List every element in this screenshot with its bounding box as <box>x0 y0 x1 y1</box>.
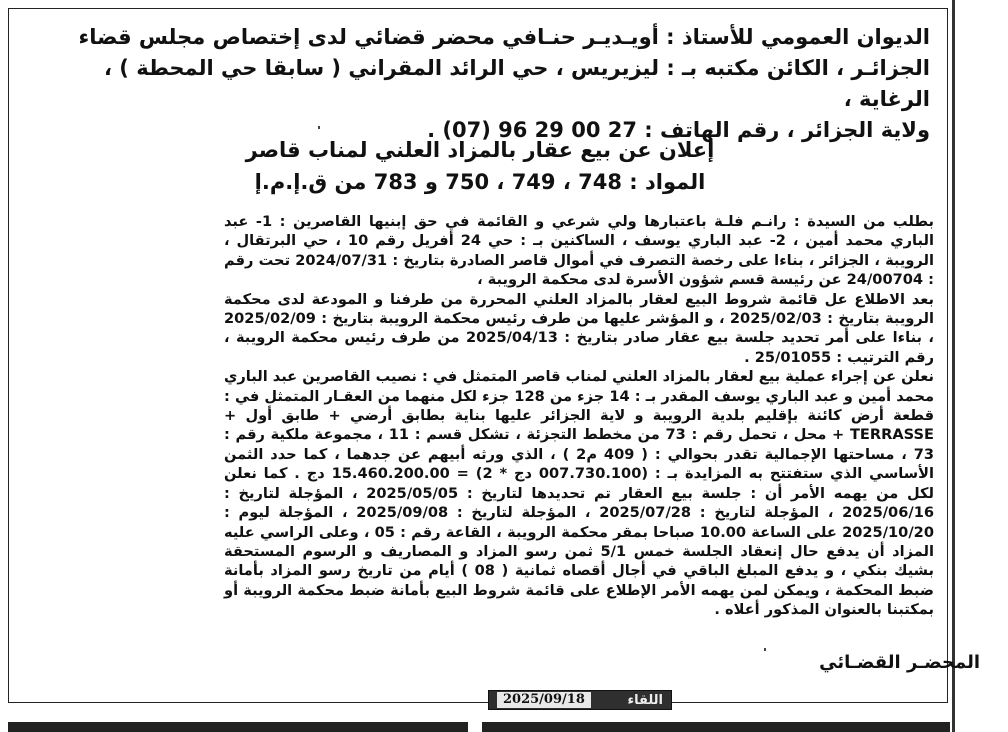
body-paragraph: نعلن عن إجراء عملية بيع لعقار بالمزاد العلني لمناب قاصر المتمثل في : نصيب القاصرين عبد الباري محمد أمين و عبد الباري يوسف المقدر بـ : 14 جزء من 128 جزء لكل منهما من العقـار المتمثل في : قطعة أرض كائنة بإقليم بلدية الرويبة و لاية الجزائر عليها بناية بطابق أرضي + طابق أول + TERRASSE + محل ، تحمل رقم : 73 من مخطط التجزئة ، تشكل قسم : 11 ، مجموعة ملكية رقم : 73 ، مساحتها الإجمالية تقدر بحوالي : ( 409 م2 ) ، الذي ورثه أبيهم عن جدهما ، كما حدد الثمن الأساسي الذي ستفتتح به المزايدة بـ : (007.730.100 دج * 2) = 15.460.200.00 دج . كما نعلن لكل من يهمه الأمر أن : جلسة بيع العقار تم تحديدها لتاريخ : 2025/05/05 ، المؤجلة لتاريخ : 2025/06/16 ، المؤجلة لتاريخ : 2025/07/28 ، المؤجلة لتاريخ : 2025/09/08 ، المؤجلة ليوم : 2025/10/20 على الساعة 10.00 صباحا بمقر محكمة الرويبة ، القاعة رقم : 05 ، وعلى الراسي عليه المزاد أن يدفع حال إنعقاد الجلسة خمس 5/1 ثمن رسو المزاد و المصاريف و الرسوم المستحقة بشيك بنكي ، و يدفع المبلغ الباقي في أجال أقصاه ثمانية ( 08 ) أيام من تاريخ رسو المزاد بأمانة ضبط المحكمة ، ويمكن لمن يهمه الأمر الإطلاع على قائمة شروط البيع بأمانة ضبط محكمة الرويبة أو بمكتبنا بالعنوان المذكور أعلاه . <box>224 368 935 619</box>
body-paragraph: بعد الاطلاع عل قائمة شروط البيع لعقار بالمزاد العلني المحررة من طرفنا و المودعة لدى محكمة الرويبة بتاريخ : 2025/02/03 ، و المؤشر عليها من طرف رئيس محكمة الرويبة بتاريخ : 2025/02/09 ، بناءا على أمر تحديد جلسة بيع عقار صادر بتاريخ : 2025/04/13 من طرف رئيس محكمة الرويبة ، رقم الترتيب : 25/01055 . <box>224 290 934 366</box>
publication-footer <box>488 690 672 710</box>
office-header <box>30 22 930 146</box>
publication-date: 2025/09/18 <box>497 692 591 708</box>
page-edge-line <box>952 0 955 732</box>
header-line: ولاية الجزائر ، رقم الهاتف : 27 00 29 96 (07) . <box>427 118 930 142</box>
header-line: الجزائـر ، الكائن مكتبه بـ : ليزيريس ، حي الرائد المقراني ( سابقا حي المحطة ) ، الرغاية ، <box>104 56 930 111</box>
newspaper-name: اللقاء <box>627 692 663 708</box>
print-speck <box>318 126 320 129</box>
print-speck <box>764 648 766 651</box>
bottom-border-left <box>8 722 468 732</box>
body-paragraph: بطلب من السيدة : رانـم فلـة باعتبارها ولي شرعي و القائمة في حق إبنيها القاصرين : 1- عبد الباري محمد أمين ، 2- عبد الباري يوسف ، الساكنين بـ : حي 24 أفريل رقم 10 ، حي البرتقال ، الرويبة ، الجزائر ، بناءا على رخصة التصرف في أموال قاصر الصادرة بتاريخ : 2024/07/31 تحت رقم : 24/00704 عن رئيسة قسم شؤون الأسرة لدى محكمة الرويبة ، <box>224 213 935 289</box>
announcement-title <box>30 134 930 198</box>
bottom-border-right <box>482 722 950 732</box>
header-line: الديوان العمومي للأستاذ : أويـديـر حنـافي محضر قضائي لدى إختصاص مجلس قضاء <box>78 25 930 49</box>
title-main: إعلان عن بيع عقار بالمزاد العلني لمناب قاصر <box>245 138 715 162</box>
announcement-body <box>224 212 934 620</box>
bailiff-signature: المحضـر القضـائي <box>819 652 980 673</box>
title-articles: المواد : 748 ، 749 ، 750 و 783 من ق.إ.م.إ <box>254 170 706 194</box>
